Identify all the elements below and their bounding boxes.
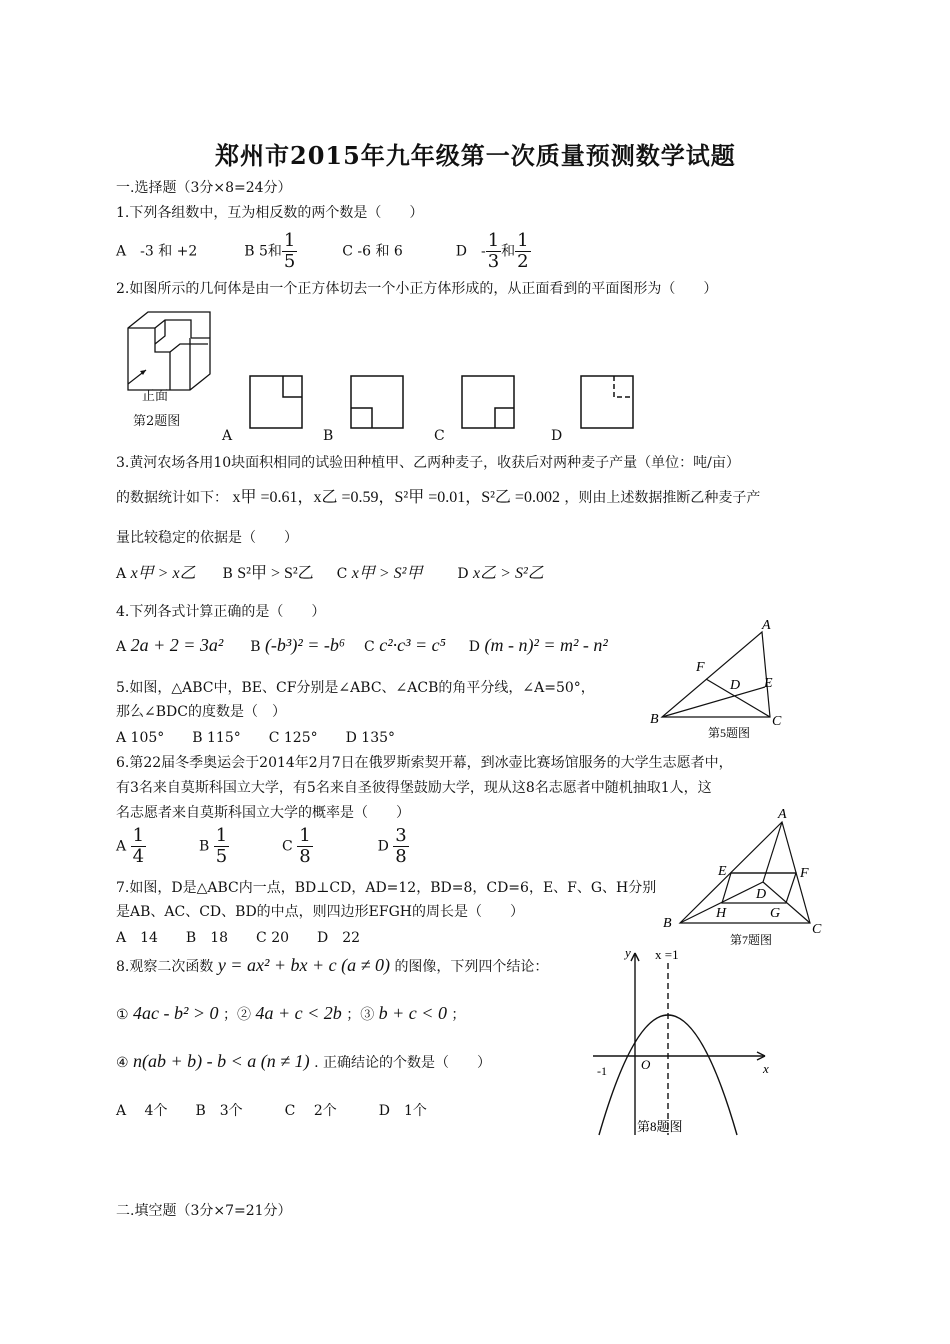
q8-symmetry-label: x =1 bbox=[655, 947, 679, 962]
q1-option-d: D - bbox=[455, 243, 486, 260]
q7-point-d: D bbox=[756, 887, 767, 902]
q3-option-c: C bbox=[336, 566, 348, 582]
q1-stem: 1.下列各组数中，互为相反数的两个数是（ ） bbox=[116, 205, 424, 221]
q2-option-c: C bbox=[434, 428, 445, 444]
q4-option-b: B bbox=[250, 639, 261, 655]
q6-option-b: B bbox=[198, 838, 210, 855]
q2-option-b-figure bbox=[350, 375, 406, 431]
q8-axis-y-label: y bbox=[625, 945, 631, 960]
q8-c4-expr: n(ab + b) - b < a (n ≠ 1) bbox=[133, 1051, 310, 1071]
section2-heading: 二.填空题（3分×7=21分） bbox=[116, 1203, 292, 1219]
section1-heading: 一.选择题（3分×8=24分） bbox=[116, 180, 292, 196]
q5-point-f: F bbox=[696, 660, 705, 675]
q8-c4-end: . 正确结论的个数是（ ） bbox=[314, 1055, 492, 1071]
q5-stem-line2: 那么∠BDC的度数是（ ） bbox=[116, 704, 286, 720]
q6-options bbox=[116, 826, 409, 867]
q6-a-fraction: $\frac{1}{4}$ bbox=[132, 825, 145, 867]
q2-figure-label: 第2题图 bbox=[133, 414, 181, 429]
q3-option-d: D bbox=[457, 566, 469, 582]
q3-option-a: A bbox=[116, 566, 127, 582]
q5-point-a: A bbox=[762, 618, 771, 633]
q7-point-a: A bbox=[778, 807, 787, 822]
q5-options: A 105° B 115° C 125° D 135° bbox=[116, 730, 396, 746]
q6-stem-line3: 名志愿者来自莫斯科国立大学的概率是（ ） bbox=[116, 805, 410, 821]
q7-figure-label: 第7题图 bbox=[730, 933, 773, 947]
q4-option-a: A bbox=[116, 639, 127, 655]
q5-point-c: C bbox=[772, 714, 782, 729]
q5-point-b: B bbox=[650, 712, 659, 727]
q3-option-c-expr: x甲 > S²甲 bbox=[351, 565, 423, 582]
q2-option-c-figure bbox=[461, 375, 517, 431]
q6-option-a: A bbox=[116, 838, 127, 855]
q3-option-b: B bbox=[222, 566, 233, 582]
q8-stem bbox=[116, 955, 548, 976]
q4-option-c: C bbox=[364, 639, 375, 655]
q7-triangle-figure bbox=[660, 805, 830, 945]
q7-point-g: G bbox=[770, 906, 781, 921]
q2-option-a: A bbox=[222, 428, 233, 444]
q4-option-c-expr: c²·c³ = c⁵ bbox=[379, 635, 446, 655]
q8-figure-label: 第8题图 bbox=[637, 1119, 683, 1134]
q7-options: A 14 B 18 C 20 D 22 bbox=[116, 930, 361, 946]
page-title: 郑州市2015年九年级第一次质量预测数学试题 bbox=[215, 141, 736, 170]
q4-option-a-expr: 2a + 2 = 3a² bbox=[130, 635, 224, 655]
q3-options bbox=[116, 560, 544, 583]
q4-option-d-expr: (m - n)² = m² - n² bbox=[484, 635, 608, 655]
q8-tick-minus-one: -1 bbox=[597, 1064, 607, 1078]
q1-option-a: A -3 和 +2 bbox=[116, 243, 198, 260]
q8-c3-expr: b + c < 0 bbox=[378, 1003, 447, 1023]
q5-point-e: E bbox=[764, 676, 773, 691]
q1-b-fraction: $\frac{1}{5}$ bbox=[283, 230, 296, 272]
q1-d-fraction-2: $\frac{1}{2}$ bbox=[517, 230, 529, 272]
q2-stem: 2.如图所示的几何体是由一个正方体切去一个小正方体形成的，从正面看到的平面图形为（ ） bbox=[116, 281, 718, 297]
q8-stem-tail: 的图像，下列四个结论： bbox=[394, 959, 549, 975]
q8-conclusions-row1 bbox=[116, 1003, 465, 1024]
q8-origin-label: O bbox=[641, 1057, 651, 1072]
q6-c-fraction: $\frac{1}{8}$ bbox=[299, 825, 311, 867]
q8-c4-mark: ④ bbox=[116, 1055, 129, 1071]
q5-point-d: D bbox=[730, 678, 741, 693]
q8-axis-x-label: x bbox=[763, 1061, 769, 1076]
q3-option-b-expr: S²甲 > S²乙 bbox=[237, 565, 314, 582]
q7-point-c: C bbox=[812, 922, 822, 937]
q6-option-c: C bbox=[282, 838, 293, 855]
q1-option-c: C -6 和 6 bbox=[342, 243, 403, 260]
q7-point-f: F bbox=[800, 866, 809, 881]
q3-stem2-tail: ，则由上述数据推断乙种麦子产 bbox=[564, 490, 761, 506]
q6-d-fraction: $\frac{3}{8}$ bbox=[395, 825, 407, 867]
q6-stem-line1: 6.第22届冬季奥运会于2014年2月7日在俄罗斯索契开幕，到冰壶比赛场馆服务的大学生志愿者中， bbox=[116, 755, 733, 771]
q4-option-b-expr: (-b³)² = -b⁶ bbox=[264, 635, 346, 655]
q5-stem-line1: 5.如图，△ABC中，BE、CF分别是∠ABC、∠ACB的角平分线，∠A=50°， bbox=[116, 680, 595, 696]
q3-stem2-lead: 的数据统计如下： bbox=[116, 490, 228, 506]
q2-front-label: 正面 bbox=[142, 389, 169, 404]
q7-stem-line1: 7.如图，D是△ABC内一点，BD⊥CD，AD=12，BD=8，CD=6，E、F、G、H分别 bbox=[116, 880, 657, 896]
q4-stem: 4.下列各式计算正确的是（ ） bbox=[116, 604, 326, 620]
q3-option-a-expr: x甲 > x乙 bbox=[130, 565, 196, 582]
q4-options bbox=[116, 635, 608, 656]
q8-c2-expr: 4a + c < 2b bbox=[255, 1003, 342, 1023]
q8-conclusions-row2 bbox=[116, 1051, 491, 1072]
q8-stem-lead: 8.观察二次函数 bbox=[116, 959, 214, 975]
q6-option-d: D bbox=[377, 838, 389, 855]
q3-stem-line1: 3.黄河农场各用10块面积相同的试验田种植甲、乙两种麦子，收获后对两种麦子产量（单位：吨/亩） bbox=[116, 455, 740, 471]
q8-c3-mark: ；③ bbox=[346, 1007, 375, 1023]
q2-option-d: D bbox=[551, 428, 563, 444]
q8-options: A 4个 B 3个 C 2个 D 1个 bbox=[116, 1103, 427, 1119]
q1-options bbox=[116, 231, 531, 272]
q7-point-h: H bbox=[716, 906, 727, 921]
q3-stem-line3: 量比较稳定的依据是（ ） bbox=[116, 530, 298, 546]
q3-option-d-expr: x乙 > S²乙 bbox=[473, 565, 544, 582]
q5-figure-label: 第5题图 bbox=[708, 726, 751, 740]
q8-function-expr: y = ax² + bx + c (a ≠ 0) bbox=[217, 955, 390, 975]
cube-figure bbox=[120, 308, 220, 398]
q5-triangle-figure bbox=[650, 615, 790, 740]
q8-c3-end: ； bbox=[451, 1007, 466, 1023]
q2-option-d-figure bbox=[580, 375, 636, 431]
q2-option-a-figure bbox=[249, 375, 305, 431]
q7-point-e: E bbox=[718, 864, 727, 879]
q8-c2-mark: ；② bbox=[223, 1007, 251, 1023]
q7-stem-line2: 是AB、AC、CD、BD的中点，则四边形EFGH的周长是（ ） bbox=[116, 904, 524, 920]
q3-given-data: x甲 =0.61，x乙 =0.59，S²甲 =0.01，S²乙 =0.002 bbox=[232, 489, 560, 506]
q3-stem-line2 bbox=[116, 484, 760, 507]
q1-d-and: 和 bbox=[501, 243, 516, 260]
q8-c1-expr: 4ac - b² > 0 bbox=[133, 1003, 219, 1023]
q1-option-b: B 5和 bbox=[244, 243, 282, 260]
q8-c1-mark: ① bbox=[116, 1007, 129, 1023]
q6-stem-line2: 有3名来自莫斯科国立大学，有5名来自圣彼得堡鼓励大学，现从这8名志愿者中随机抽取1人，这 bbox=[116, 780, 712, 796]
q1-d-fraction-1: $\frac{1}{3}$ bbox=[487, 230, 500, 272]
q2-option-b: B bbox=[323, 428, 334, 444]
q4-option-d: D bbox=[468, 639, 481, 655]
q8-parabola-graph bbox=[585, 945, 780, 1140]
q7-point-b: B bbox=[663, 916, 672, 931]
q6-b-fraction: $\frac{1}{5}$ bbox=[215, 825, 228, 867]
